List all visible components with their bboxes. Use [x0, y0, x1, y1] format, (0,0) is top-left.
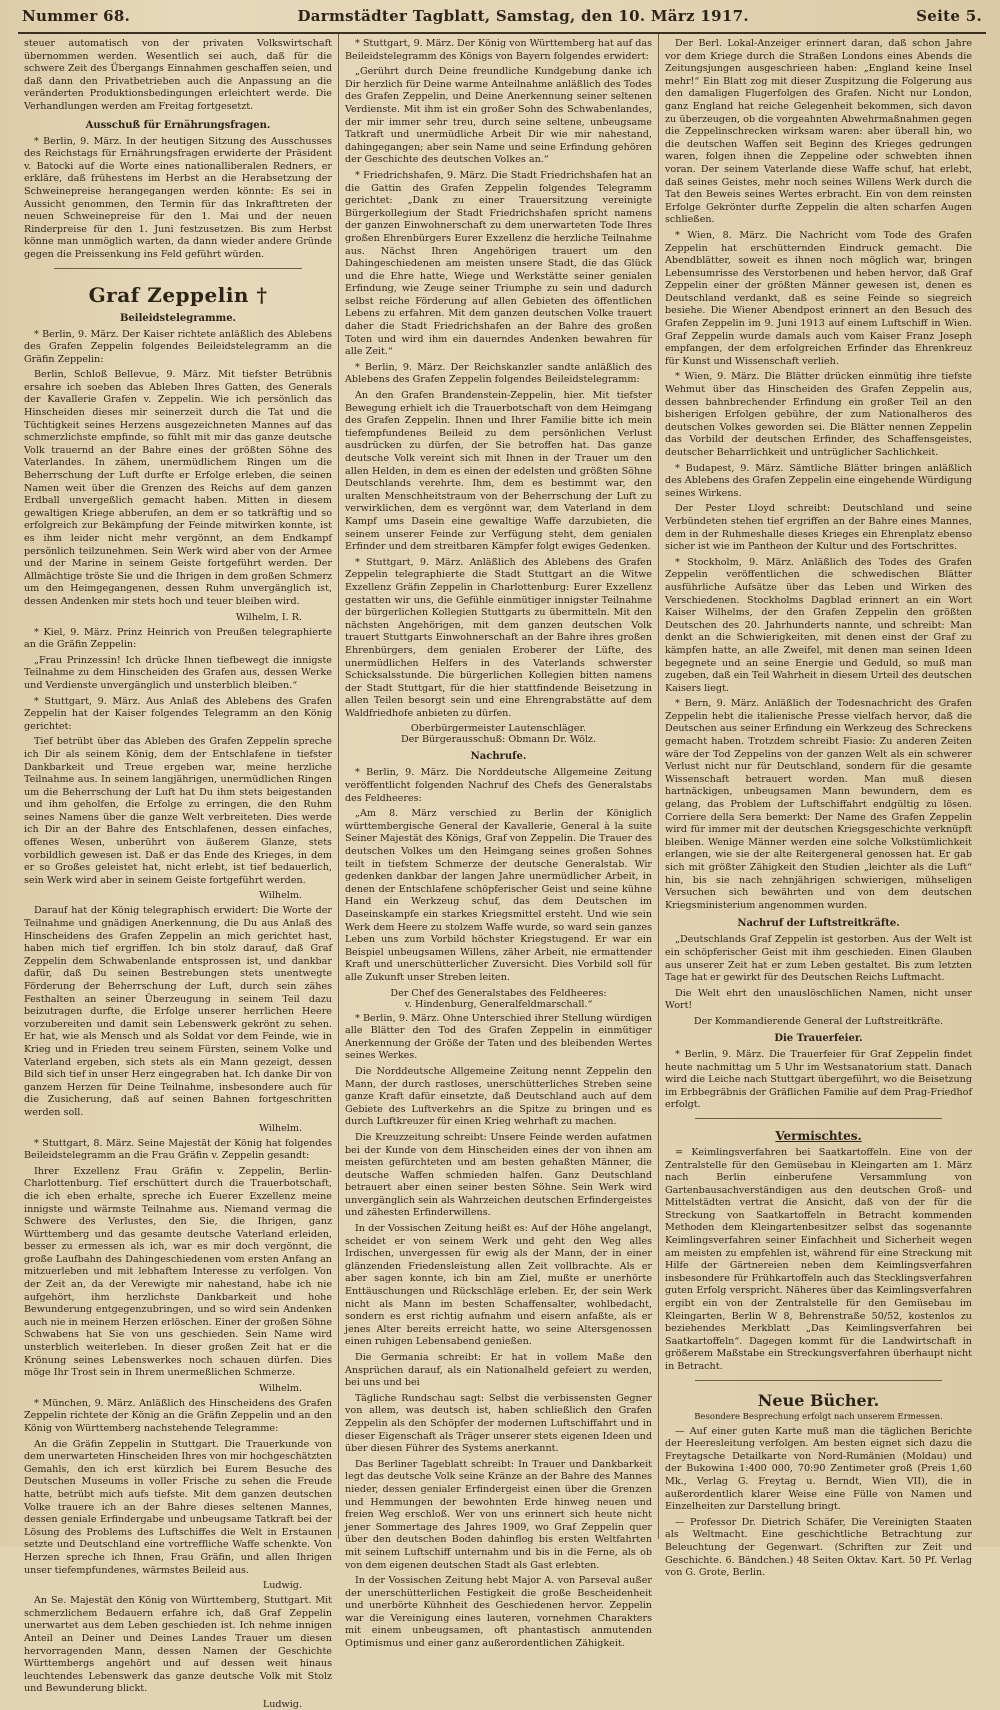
signature: Der Kommandierende General der Luftstreitkräfte.: [693, 1015, 944, 1027]
paragraph: „Gerührt durch Deine freundliche Kundgebung danke ich Dir herzlich für Deine warme Anteilnahme anläßlich des Todes des Grafen Zeppelin, und Deine Anerkennung seiner seltenen Verdienste. Mit ihm ist ein großer Sohn des Schwabenlandes, der mir immer sehr treu, durch seine seltene, unbeugsame Tatkraft und unermüdliche Arbeit Dir wie mir nahestand, dahingegangen; aber sein Name und seine Erfindung gehören der Geschichte des deutschen Volkes an.“: [345, 66, 652, 166]
divider: [695, 1118, 942, 1119]
signature: Ludwig.: [262, 1698, 302, 1710]
paragraph: — Auf einer guten Karte muß man die täglichen Berichte der Heeresleitung verfolgen. Am besten eignet sich dazu die Freytagsche Detailkarte von Nord-Rumänien (Moldau) und der Bukowina 1:400 000, 70:90 Zentimeter groß (Preis 1,60 Mk., Verlag G. Freytag u. Berndt, Wien VII), die in außerordentlich klarer Weise eine Fülle von Namen und Einzelheiten zur Darstellung bringt.: [665, 1425, 972, 1513]
paragraph: * Berlin, 9. März. Der Reichskanzler sandte anläßlich des Ablebens des Grafen Zeppelin folgendes Beileidstelegramm:: [345, 361, 652, 386]
paragraph: * Berlin, 9. März. Ohne Unterschied ihrer Stellung würdigen alle Blätter den Tod des Grafen Zeppelin in einmütiger Anerkennung der Größe der Taten und des bleibenden Wertes seines Werkes.: [345, 1012, 652, 1062]
section-subtitle: Besondere Besprechung erfolgt nach unserem Ermessen.: [694, 1411, 943, 1422]
signature: Wilhelm.: [259, 890, 302, 902]
signature: Der Chef des Generalstabes des Feldheeres:: [390, 987, 607, 999]
section-title: Neue Bücher.: [757, 1390, 880, 1410]
signature: Wilhelm.: [259, 1382, 302, 1394]
signature: Wilhelm, I. R.: [235, 611, 302, 623]
paragraph: Ihrer Exzellenz Frau Gräfin v. Zeppelin, Berlin-Charlottenburg. Tief erschüttert durch die Trauerbotschaft, die ich eben erhalte, spreche ich Euerer Exzellenz meine innigste und wärmste Teilnahme aus. Niemand vermag die Schwere des Verlustes, den Sie, die Ihrigen, ganz Württemberg und das gesamte deutsche Vaterland erleiden, besser zu ermessen als ich, war es mir doch vergönnt, die große Laufbahn des Dahingeschiedenen vom ersten Anfang an mitzuerleben und mit lebhaftem Interesse zu verfolgen. Von der Zeit an, da der Verewigte mir nahestand, habe ich nie aufgehört, ihm herzlichste Dankbarkeit und hohe Bewunderung entgegenzubringen, und so wird sein Andenken auch nie in meinem Herzen erlöschen. Einer der großen Söhne Schwabens hat Sie von uns geschieden. Sein Name wird unsterblich weiterleben. In dieser großen Zeit hat er die Krönung seines Lebenswerkes noch schauen dürfen. Dies möge Ihr Trost sein in Ihrem unermeßlichen Schmerze.: [24, 1165, 332, 1379]
column-1: [18, 34, 338, 1710]
section-heading: Die Trauerfeier.: [774, 1032, 863, 1044]
paragraph: * Wien, 9. März. Die Blätter drücken einmütig ihre tiefste Wehmut über das Hinscheiden des Grafen Zeppelin aus, dessen bahnbrechender Erfindung ein großer Teil an den bisherigen Erfolgen gebühre, der zum Nationalheros des deutschen Volkes geworden sei. Die Blätter nennen Zeppelin das Vorbild der deutschen Erfinder, des Schaffensgeistes, deutscher Beharrlichkeit und untrüglicher Sachlichkeit.: [665, 371, 972, 458]
divider: [54, 268, 302, 269]
signature: Oberbürgermeister Lautenschläger.: [410, 723, 587, 735]
section-heading: Nachruf der Luftstreitkräfte.: [737, 918, 900, 930]
paragraph: Die Germania schreibt: Er hat in vollem Maße den Ansprüchen darauf, als ein Nationalheld gefeiert zu werden, bei uns und bei: [345, 1352, 652, 1389]
signature: Wilhelm.: [259, 1122, 302, 1134]
section-heading: Nachrufe.: [470, 751, 527, 763]
paragraph: Der Pester Lloyd schreibt: Deutschland und seine Verbündeten stehen tief ergriffen an der Bahre eines Mannes, dem in der Ruhmeshalle dieses Krieges ein Ehrenplatz ebenso sicher ist wie im Pantheon der Kultur und des Fortschrittes.: [665, 503, 972, 553]
paragraph: Der Berl. Lokal-Anzeiger erinnert daran, daß schon Jahre vor dem Kriege durch die Straßen Londons eines Abends die Zeitungsjungen ausgeschrieen haben: „England keine Insel mehr!“ Ein Blatt zog mit dieser Zuspitzung die Folgerung aus den damaligen Flugerfolgen des Grafen. Nicht nur London, ganz England hat reiche Gelegenheit bekommen, sich davon zu überzeugen, ob die vorgeahnten Abwehrmaßnahmen gegen die Zeppelinschrecken wirksam waren: aber überall hin, wo die deutschen Waffen seit Beginn des Krieges gedrungen waren, folgen ihnen die Zeppeline oder schwebten ihnen voran. Der seinem Vaterlande diese Waffe schuf, hat erlebt, daß seines Geistes, mehr noch seines Willens Werk durch die Tat den Beweis seines Wertes erbracht. Ein von dem reinsten Erfolge Gekrönter durfte Zeppelin die alten scharfen Augen schließen.: [665, 38, 972, 226]
paragraph: Die Norddeutsche Allgemeine Zeitung nennt Zeppelin den Mann, der durch rastloses, unerschütterliches Streben seine ganze Kraft dafür einsetzte, daß Deutschland auch auf dem Gebiete des Luftverkehrs an die Spitze zu bringen und es durch Luftkreuzer für einen Krieg wehrhaft zu machen.: [345, 1065, 652, 1128]
paragraph: * Berlin, 9. März. Die Norddeutsche Allgemeine Zeitung veröffentlicht folgenden Nachruf des Chefs des Generalstabs des Feldheeres:: [345, 767, 652, 804]
masthead-line: Darmstädter Tagblatt, Samstag, den 10. März 1917.: [297, 7, 749, 25]
paragraph: * Stuttgart, 8. März. Seine Majestät der König hat folgendes Beileidstelegramm an die Frau Gräfin v. Zeppelin gesandt:: [24, 1137, 332, 1162]
paragraph: Darauf hat der König telegraphisch erwidert: Die Worte der Teilnahme und gnädigen Anerkennung, die Du aus Anlaß des Hinscheidens des Grafen Zeppelin an mich gerichtet hast, haben mich tief ergriffen. Ich bin stolz darauf, daß Graf Zeppelin dem Schwabenlande entsprossen ist, und dankbar dafür, daß Du seinen Bestrebungen stets unentwegte Förderung der Beherrschung der Luft, durch sein zähes Festhalten an seiner Überzeugung in seinem Teil dazu beizutragen durfte, die Erfolge unserer herrlichen Heere vorzubereiten und damit sein Lebenswerk gekrönt zu sehen. Er hat, wie als Mensch und als Soldat vor dem Feinde, wie in Krieg und in Frieden treu seinem Fürsten, seinem Volke und Vaterland ergeben, sich stets als ein Mann gezeigt, dessen Bild sich tief in unser Herz eingegraben hat. Ich danke Dir von ganzem Herzen für Deine Teilnahme, insbesondere auch für die Zusicherung, daß auf seinen Bahnen fortgeschritten werden soll.: [24, 905, 332, 1118]
section-heading: Ausschuß für Ernährungsfragen.: [85, 119, 271, 131]
paragraph: In der Vossischen Zeitung heißt es: Auf der Höhe angelangt, scheidet er von seinem Werk und geht den Weg alles Irdischen, unvergessen für ewig als der Mann, der in einer glänzenden Friedensleistung allen Zeit vollbrachte. Als er aber sagen konnte, ich bin am Ziel, mußte er unerhörte Enttäuschungen und Rückschläge erleben. Er, der sein Werk nicht als Mann im besten Schaffensalter, wohlbedacht, sondern es erst richtig aufnahm und eisern anfaßte, als er jenes Alter bereits erreicht hatte, wo seine Altersgenossen einen ruhigen Lebensabend genießen.: [345, 1223, 652, 1348]
paragraph: * Berlin, 9. März. Der Kaiser richtete anläßlich des Ablebens des Grafen Zeppelin folgendes Beileidstelegramm an die Gräfin Zeppelin:: [24, 328, 332, 365]
paragraph: Die Kreuzzeitung schreibt: Unsere Feinde werden aufatmen bei der Kunde von dem Hinscheiden eines der von ihnen am meisten gefürchteten und am besten gehaßten Männer, die deutsche Waffen schmieden halfen. Ganz Deutschland betrauert aber einen seiner besten Söhne. Sein Werk wird unvergänglich sein als Wahrzeichen deutschen Erfindergeistes und zähesten Erfinderwillens.: [345, 1131, 652, 1219]
paragraph: „Am 8. März verschied zu Berlin der Königlich württembergische General der Kavallerie, General à la suite Seiner Majestät des Königs, Graf von Zeppelin. Die Trauer des deutschen Volkes um den Heimgang seines großen Sohnes teilt in tiefstem Schmerze der deutsche Generalstab. Wir gedenken dankbar der langen Jahre unermüdlicher Arbeit, in denen der Entschlafene schöpferischer Geist und seine kühne Hand ein Werkzeug schuf, das dem Deutschen im Daseinskampfe ein starkes Kriegsmittel ersteht. Und wie sein Werk dem Heere zu stolzem Waffe wurde, so ward sein ganzes Leben uns zum Vorbild höchster Kriegstugend. Er war ein Beispiel unbeugsamen Willens, zäher Arbeit, nie ermattender Kraft und unerschütterlicher Zuversicht. Dies Vorbild soll für alle Zukunft unser Streben leiten.: [345, 808, 652, 983]
issue-number: Nummer 68.: [22, 7, 131, 25]
paragraph: * Wien, 8. März. Die Nachricht vom Tode des Grafen Zeppelin hat erschütternden Eindruck gemacht. Die Abendblätter, soweit es ihnen noch möglich war, bringen Lebensumrisse des Verstorbenen und heben hervor, daß Graf Zeppelin einer der größten Männer gewesen ist, denen es Deutschland verdankt, daß es seine Feinde so siegreich besiehe. Die Wiener Abendpost erinnert an den Besuch des Grafen Zeppelin im 9. Juni 1913 auf einem Luftschiff in Wien. Graf Zeppelin wurde damals auch vom Kaiser Franz Joseph empfangen, der dem erfolgreichen Erfinder das Ehrenkreuz für Kunst und Wissenschaft verlieh.: [665, 229, 972, 367]
paragraph: * Budapest, 9. März. Sämtliche Blätter bringen anläßlich des Ablebens des Grafen Zeppelin eine eingehende Würdigung seines Wirkens.: [665, 462, 972, 499]
paragraph: * München, 9. März. Anläßlich des Hinscheidens des Grafen Zeppelin richtete der König an die Gräfin Zeppelin und an den König von Württemberg nachstehende Telegramme:: [24, 1397, 332, 1434]
columns: [18, 34, 986, 1710]
page-number: Seite 5.: [916, 7, 982, 25]
column-3: [658, 34, 978, 1579]
paragraph: Tief betrübt über das Ableben des Grafen Zeppelin spreche ich Dir als seinem König, dem der Entschlafene in tiefster Dankbarkeit und Treue ergeben war, meine herzliche Teilnahme aus. In seinem langjährigen, unermüdlichen Ringen um die Beherrschung der Luft hat Du ihm stets beigestanden und ihm geholfen, die Erfolge zu erringen, die den Ruhm seines Namens über die ganze Welt verbreiteten. Dies werde ich Dir an der Bahre des Entschlafenen, dessen einfaches, offenes Wesen, unberührt von äußerem Glanze, stets vorbildlich gewesen ist. Daß er das Ende des Krieges, in dem er so Großes geleistet hat, nicht erlebt, ist tief bedauerlich, sein Werk wird aber in seinem Geiste fortgeführt werden.: [24, 736, 332, 886]
section-heading: Beileidstelegramme.: [119, 312, 237, 324]
paragraph: * Stuttgart, 9. März. Anläßlich des Ablebens des Grafen Zeppelin telegraphierte die Stadt Stuttgart an die Witwe Exzellenz Gräfin Zeppelin in Charlottenburg: Eurer Exzellenz gestatten wir uns, die Gefühle einmütiger innigster Teilnahme der bürgerlichen Kollegien Stuttgarts zu übermitteln. Mit den nächsten Angehörigen, mit dem ganzen deutschen Volk trauert Stuttgarts Einwohnerschaft an der Bahre ihres großen Ehrenbürgers, dem genialen Eroberer der Lüfte, des unermüdlichen Helfers in des Vaterlands schwerster Schicksalsstunde. Die bürgerlichen Kollegien bitten namens der Stadt Stuttgart, für die hier stattfindende Beisetzung in allen Teilen besorgt sein und eine Ehrengrabstätte auf dem Waldfriedhofe anbieten zu dürfen.: [345, 556, 652, 719]
paragraph: * Stuttgart, 9. März. Aus Anlaß des Ablebens des Grafen Zeppelin hat der Kaiser folgendes Telegramm an den König gerichtet:: [24, 695, 332, 732]
paragraph: „Deutschlands Graf Zeppelin ist gestorben. Aus der Welt ist ein schöpferischer Geist mit ihm geschieden. Einen Glauben aus unserer Zeit hat er zum Leben gestaltet. Bis zum letzten Tage hat er gewirkt für des Deutschen Reichs Luftmacht.: [665, 934, 972, 984]
article-title: Graf Zeppelin †: [88, 282, 268, 307]
paragraph: „Frau Prinzessin! Ich drücke Ihnen tiefbewegt die innigste Teilnahme zu dem Hinscheiden des Grafen aus, dessen Werke und Verdienste unvergänglich und unsterblich bleiben.“: [24, 654, 332, 691]
paragraph: An Se. Majestät den König von Württemberg, Stuttgart. Mit schmerzlichem Bedauern erfahre ich, daß Graf Zeppelin unerwartet aus dem Leben geschieden ist. Ich nehme innigen Anteil an Deiner und Deines Landes Trauer um diesen hervorragenden Mann, dessen Namen der Geschichte Württembergs angehört und auf dessen weit hinaus leuchtendes Lebenswerk das ganze deutsche Volk mit Stolz und Bewunderung blickt.: [24, 1595, 332, 1695]
column-2: [338, 34, 658, 1650]
paragraph: * Berlin, 9. März. In der heutigen Sitzung des Ausschusses des Reichstags für Ernährungsfragen erwiderte der Präsident v. Batocki auf die Worte eines nationalliberalen Redners, er erkläre, daß frühestens im Herbst an die Herabsetzung der Schweinepreise herangegangen werden könnte: Es sei in Aussicht genommen, den Termin für das Inkrafttreten der neuen Schweinepreise für den 1. Mai und der neuen Rinderpreise für den 1. Juni festzusetzen. Bis zum Herbst könne man unmöglich warten, da dann wieder andere Gründe gegen die Preissenkung ins Feld geführt würden.: [24, 135, 332, 260]
paragraph: steuer automatisch von der privaten Volkswirtschaft übernommen werden. Wesentlich sei auch, daß für die schwere Zeit des Übergangs Einnahmen geschaffen seien, und daß dann den Privatbetrieben auch die Anpassung an die veränderten Produktionsbedingungen erleichtert werde. Die Verhandlungen werden am Freitag fortgesetzt.: [24, 38, 332, 112]
paragraph: Tägliche Rundschau sagt: Selbst die verbissensten Gegner von allem, was deutsch ist, haben schließlich den Grafen Zeppelin als den Schöpfer der modernen Luftschiffahrt und in dieser Eigenschaft als Träger unserer stets eigenen Ideen und über diesen Führer des Systems anerkannt.: [345, 1392, 652, 1455]
paragraph: * Bern, 9. März. Anläßlich der Todesnachricht des Grafen Zeppelin hebt die italienische Presse vielfach hervor, daß die Deutschen aus seiner Erfindung ein Werkzeug des Schreckens gemacht haben. Trotzdem schreibt Fiasio: Zu anderen Zeiten wäre der Tod Zeppelins von der ganzen Welt als ein schwerer Verlust nicht nur für Deutschland, sondern für die gesamte Wissenschaft betrauert worden. Man muß diesen hartnäckigen, unbeugsamen Mann bewundern, dem es gelang, das Problem der Luftschiffahrt endgültig zu lösen. Corriere della Sera bemerkt: Der Name des Grafen Zeppelin wird für immer mit der deutschen Kriegsgeschichte verknüpft bleiben. Wenige Männer werden eine solche Volkstümlichkeit erlangen, wie sie der alte Reitergeneral genossen hat. Er gab sich mit größter Zähigkeit den Studien „leichter als die Luft“ hin, bis sie nach zehnjährigen schwierigen, mühseligen Versuchen sich bewährten und von dem deutschen Kriegsministerium angenommen wurden.: [665, 698, 972, 911]
paragraph: = Keimlingsverfahren bei Saatkartoffeln. Eine von der Zentralstelle für den Gemüsebau in Kleingarten am 1. März nach Berlin einberufene Versammlung von Gartenbausachverständigen aus den deutschen Groß- und Mittelstädten vertrat die Ansicht, daß von der für die Streckung von Saatkartoffeln in Betracht kommenden Methoden dem Kleingartenbesitzer selbst das sogenannte Keimlingsverfahren seiner Einfachheit und Sicherheit wegen am meisten zu empfehlen ist, während für eine Streckung mit Hilfe der Gärtnereien neben dem Keimlingsverfahren insbesondere für Frühkartoffeln auch das Stecklingsverfahren guten Erfolg verspricht. Näheres über das Keimlingsverfahren ergibt ein von der Zentralstelle für den Gemüsebau im Kleingarten, Berlin W 8, Behrenstraße 50/52, kostenlos zu beziehendes Merkblatt „Das Keimlingsverfahren bei Saatkartoffeln“. Dagegen kommt für die Landwirtschaft in größerem Maßstabe ein Streckungsverfahren überhaupt nicht in Betracht.: [665, 1146, 972, 1372]
paragraph: — Professor Dr. Dietrich Schäfer, Die Vereinigten Staaten als Weltmacht. Eine geschichtliche Betrachtung zur Beleuchtung der Gegenwart. (Schriften zur Zeit und Geschichte. 6. Bändchen.) 48 Seiten Oktav. Kart. 50 Pf. Verlag von G. Grote, Berlin.: [665, 1516, 972, 1579]
paragraph: * Kiel, 9. März. Prinz Heinrich von Preußen telegraphierte an die Gräfin Zeppelin:: [24, 626, 332, 651]
page-header: [18, 0, 986, 34]
paragraph: * Friedrichshafen, 9. März. Die Stadt Friedrichshafen hat an die Gattin des Grafen Zeppelin folgendes Telegramm gerichtet: „Dank zu einer Trauersitzung vereinigte Bürgerkollegium der Stadt Friedrichshafen spricht namens der ganzen Einwohnerschaft zu dem unerwarteten Tode Ihres großen Ehrenbürgers Eurer Exzellenz die herzliche Teilnahme aus. Nächst Ihren Angehörigen trauert um den Dahingeschiedenen am meisten unsere Stadt, die das Glück und die Ehre hatte, Wiege und Werkstätte seiner genialen Erfindung, wie Zeuge seiner Triumphe zu sein und dadurch selbst reiche Förderung auf allen Gebieten des öffentlichen Lebens zu erfahren. Mit dem ganzen deutschen Volke trauert daher die Stadt Friedrichshafen an der Bahre des großen Toten und wird ihm ein dauerndes Andenken bewahren für alle Zeit.“: [345, 169, 652, 358]
paragraph: * Stockholm, 9. März. Anläßlich des Todes des Grafen Zeppelin veröffentlichen die schwedischen Blätter ausführliche Aufsätze über das Leben und Wirken des Verschiedenen. Stockholms Dagblad erinnert an ein Wort Kaiser Wilhelms, der den Grafen Zeppelin den größten Deutschen des 20. Jahrhunderts nannte, und schreibt: Man denkt an die Schwierigkeiten, mit denen einst der Graf zu kämpfen hatte, an alle Zweifel, mit denen man seinen Ideen begegnete und an seine Energie und Geduld, so muß man zugeben, daß ein Teil Wahrheit in diesem Urteil des deutschen Kaisers liegt.: [665, 556, 972, 694]
signature: v. Hindenburg, Generalfeldmarschall.“: [404, 998, 593, 1010]
paragraph: Das Berliner Tageblatt schreibt: In Trauer und Dankbarkeit legt das deutsche Volk seine Kränze an der Bahre des Mannes nieder, dessen genialer Erfindergeist einen über die Grenzen und Hemmungen der bewohnten Erde hinweg neuen und freien Weg erschloß. Wer von uns erinnert sich heute nicht jener Sommertage des Jahres 1909, wo Graf Zeppelin quer über den deutschen Boden dahinflog bis ersten Weltfahrten mit seinem Luftschiff unternahm und bis in die Ferne, als ob von dem eigenen deutschen Stadt als Gast erlebten.: [345, 1458, 652, 1571]
paragraph: An den Grafen Brandenstein-Zeppelin, hier. Mit tiefster Bewegung erhielt ich die Trauerbotschaft von dem Heimgang des Grafen Zeppelin. Ihnen und Ihrer Familie bitte ich mein tiefempfundenes Beileid zu dem persönlichen Verlust ausdrücken zu dürfen, der Sie betroffen hat. Das ganze deutsche Volk vereint sich mit Ihnen in der Trauer um den allen Helden, in dem es einen der edelsten und größten Söhne Deutschlands verehrte. Ihm, dem es bestimmt war, den uralten Menschheitstraum von der Beherrschung der Luft zu verwirklichen, dem es vergönnt war, dem Vaterland in dem Kampf ums Dasein eine gewaltige Waffe darzubieten, die seinem unserer Feinde zur Verfügung steht, dem genialen Erfinder und dem streitbaren Kämpfer folgt ewiges Gedenken.: [345, 390, 652, 553]
section-title: Vermischtes.: [775, 1128, 862, 1143]
paragraph: * Berlin, 9. März. Die Trauerfeier für Graf Zeppelin findet heute nachmittag um 5 Uhr im Westsanatorium statt. Danach wird die Leiche nach Stuttgart übergeführt, wo die Beisetzung im Erbbegräbnis der Gräflichen Familie auf dem Prag-Friedhof erfolgt.: [665, 1048, 972, 1111]
paragraph: Die Welt ehrt den unauslöschlichen Namen, nicht unser Wort!: [665, 987, 972, 1012]
divider: [695, 1380, 942, 1381]
signature: Ludwig.: [262, 1580, 302, 1592]
paragraph: An die Gräfin Zeppelin in Stuttgart. Die Trauerkunde von dem unerwarteten Hinscheiden Ihres von mir hochgeschätzten Gemahls, den ich erst kürzlich bei Eurem Besuche des Deutschen Museums in voller Frische zu sehen die Freude hatte, betrübt mich aufs tiefste. Mit dem ganzen deutschen Volke trauere ich an der Bahre dieses seltenen Mannes, dessen geniale Erfindergabe und unbeugsame Tatkraft bei der Lösung des Problems des Luftschiffes die Welt in Erstaunen setzte und Deutschland eine vortreffliche Waffe schenkte. Von Herzen spreche ich Ihnen, Frau Gräfin, und allen Ihrigen unser tiefempfundenes, wärmstes Beileid aus.: [24, 1438, 332, 1576]
paragraph: Berlin, Schloß Bellevue, 9. März. Mit tiefster Betrübnis ersahre ich soeben das Ableben Ihres Gatten, des Generals der Kavallerie Grafen v. Zeppelin. Wie ich persönlich das Hinscheiden dieses mir seinerzeit durch die Tat und die Tüchtigkeit seines Herzens ausgezeichneten Mannes auf das schmerzlichste empfinde, so fühlt mit mir das ganze deutsche Volk trauernd an der Bahre eines der größten Söhne des Vaterlandes. In zähem, unermüdlichem Ringen um die Beherrschung der Luft durfte er Erfolge erleben, die seinen Namen weit über die Grenzen des Reichs auf dem ganzen Erdball unvergeßlich gemacht haben. Mitten in diesem gewaltigen Kriege abberufen, an dem er so tatkräftig und so erfolgreich zur Bekämpfung der Feinde mitwirken konnte, ist es ihm leider nicht mehr vergönnt, an dem Endkampf persönlich teilzunehmen. Sein Werk wird aber von der Armee und der Marine in seinem Geiste fortgeführt werden. Der Allmächtige tröste Sie und die Ihrigen in dem großen Schmerz um den Heimgegangenen, dessen Ruhm unvergänglich ist, dessen Andenken mir stets hoch und teuer bleiben wird.: [24, 369, 332, 607]
paragraph: * Stuttgart, 9. März. Der König von Württemberg hat auf das Beileidstelegramm des Königs von Bayern folgendes erwidert:: [345, 38, 653, 62]
paragraph: In der Vossischen Zeitung hebt Major A. von Parseval außer der unerschütterlichen Festigkeit die große Bescheidenheit und unerbörte Kühnheit des Geschiedenen hervor. Zeppelin war die Vereinigung eines lauteren, vornehmen Charakters mit einem unbeugsamen, oft phantastisch anmutenden Optimismus und einer ganz außerordentlichen Zähigkeit.: [345, 1575, 652, 1650]
signature: Der Bürgerausschuß: Obmann Dr. Wölz.: [400, 734, 597, 746]
